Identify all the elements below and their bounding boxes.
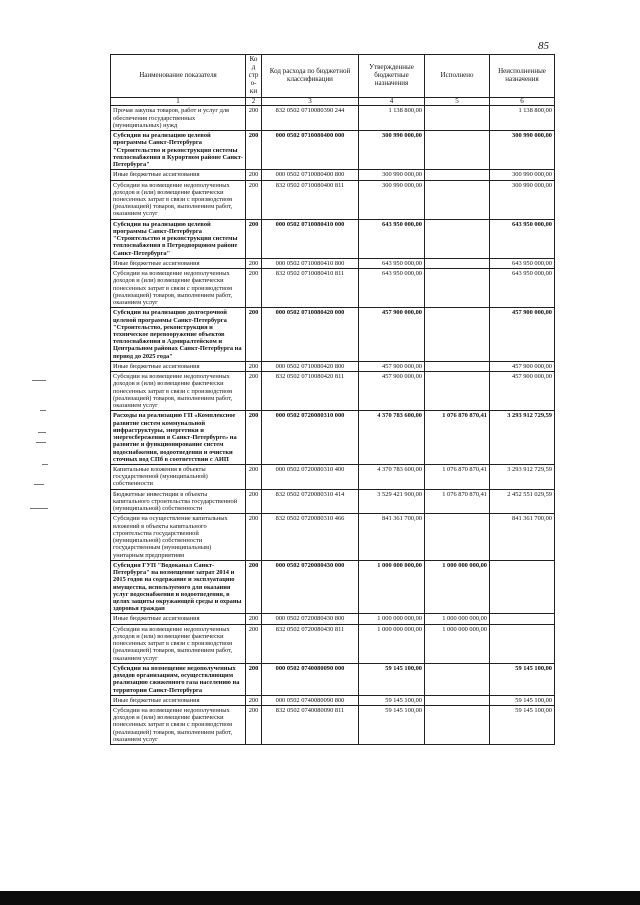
table-body <box>111 106 555 745</box>
row-approved-cell: 300 990 000,00 <box>359 131 425 170</box>
row-line-code-cell: 200 <box>246 614 262 624</box>
row-name-cell: Иные бюджетные ассигнования <box>111 258 246 268</box>
row-executed-cell <box>425 308 490 362</box>
table-row <box>111 464 555 489</box>
row-expense-code-cell: 000 0502 0720080310 000 <box>262 411 359 465</box>
budget-execution-table <box>110 54 555 745</box>
row-unexecuted-cell: 643 950 000,00 <box>490 258 555 268</box>
row-name-cell: Субсидии на возмещение недополученных доходов и (или) возмещение фактически понесенных затрат в связи с производством (реализацией) товаров, выполнением работ, оказанием услуг <box>111 180 246 219</box>
row-expense-code-cell: 000 0502 0710080410 800 <box>262 258 359 268</box>
row-line-code-cell: 200 <box>246 372 262 411</box>
page-number: 85 <box>538 40 549 52</box>
table-row <box>111 489 555 514</box>
row-approved-cell: 643 950 000,00 <box>359 258 425 268</box>
row-unexecuted-cell: 457 900 000,00 <box>490 361 555 371</box>
row-executed-cell <box>425 361 490 371</box>
row-approved-cell: 300 990 000,00 <box>359 180 425 219</box>
row-expense-code-cell: 832 0502 0710080410 811 <box>262 269 359 308</box>
row-approved-cell: 1 000 000 000,00 <box>359 560 425 614</box>
row-executed-cell: 1 000 000 000,00 <box>425 614 490 624</box>
table-row <box>111 219 555 258</box>
row-line-code-cell: 200 <box>246 695 262 705</box>
table-row <box>111 624 555 663</box>
row-approved-cell: 3 529 421 900,00 <box>359 489 425 514</box>
index-cell: 3 <box>262 97 359 106</box>
row-name-cell: Расходы на реализацию ГП «Комплексное развитие систем коммунальной инфраструктуры, энергетики и энергосбережения в Санкт-Петербурге» на развитие и функционирование систем водоснабжения, водоотведения и очистки сточных вод СПб в соответствии с АИП <box>111 411 246 465</box>
row-executed-cell <box>425 706 490 745</box>
row-executed-cell <box>425 180 490 219</box>
table-row <box>111 372 555 411</box>
row-executed-cell <box>425 258 490 268</box>
row-executed-cell: 1 076 870 870,41 <box>425 411 490 465</box>
row-expense-code-cell: 000 0502 0710080400 800 <box>262 170 359 180</box>
row-name-cell: Капитальные вложения в объекты государственной (муниципальной) собственности <box>111 464 246 489</box>
row-approved-cell: 841 361 700,00 <box>359 514 425 560</box>
row-approved-cell: 457 900 000,00 <box>359 372 425 411</box>
row-unexecuted-cell: 643 950 000,00 <box>490 219 555 258</box>
row-line-code-cell: 200 <box>246 106 262 131</box>
row-unexecuted-cell: 457 900 000,00 <box>490 372 555 411</box>
row-unexecuted-cell: 3 293 912 729,59 <box>490 464 555 489</box>
row-executed-cell: 1 000 000 000,00 <box>425 560 490 614</box>
header-name: Наименование показателя <box>111 55 246 98</box>
row-name-cell: Субсидии на осуществление капитальных вложений в объекты капитального строительства государственной (муниципальной) собственности государственным (муниципальным) унитарным предприятиям <box>111 514 246 560</box>
row-line-code-cell: 200 <box>246 663 262 695</box>
row-executed-cell <box>425 106 490 131</box>
row-executed-cell <box>425 170 490 180</box>
row-expense-code-cell: 000 0502 0740080090 800 <box>262 695 359 705</box>
table-row <box>111 269 555 308</box>
row-line-code-cell: 200 <box>246 258 262 268</box>
row-line-code-cell: 200 <box>246 624 262 663</box>
row-expense-code-cell: 832 0502 0720080310 466 <box>262 514 359 560</box>
index-cell: 6 <box>490 97 555 106</box>
row-executed-cell <box>425 514 490 560</box>
row-name-cell: Субсидии на возмещение недополученных доходов и (или) возмещение фактически понесенных затрат в связи с производством (реализацией) товаров, выполнением работ, оказанием услуг <box>111 706 246 745</box>
row-line-code-cell: 200 <box>246 219 262 258</box>
scan-bottom-edge <box>0 891 640 905</box>
row-unexecuted-cell: 300 990 000,00 <box>490 170 555 180</box>
row-expense-code-cell: 832 0502 0710080390 244 <box>262 106 359 131</box>
row-line-code-cell: 200 <box>246 706 262 745</box>
table-row <box>111 411 555 465</box>
row-executed-cell <box>425 372 490 411</box>
row-name-cell: Субсидия ГУП "Водоканал Санкт-Петербурга" на возмещение затрат 2014 и 2015 годов на содержание и эксплуатацию имущества, используемого для оказания услуг водоснабжения и водоотведения, в целях защиты окружающей среды и охраны здоровья граждан <box>111 560 246 614</box>
table-row <box>111 706 555 745</box>
row-line-code-cell: 200 <box>246 170 262 180</box>
row-name-cell: Иные бюджетные ассигнования <box>111 614 246 624</box>
row-expense-code-cell: 000 0502 0720080430 000 <box>262 560 359 614</box>
row-name-cell: Субсидии на возмещение недополученных доходов и (или) возмещение фактически понесенных затрат в связи с производством (реализацией) товаров, выполнением работ, оказанием услуг <box>111 624 246 663</box>
row-unexecuted-cell: 841 361 700,00 <box>490 514 555 560</box>
index-cell: 1 <box>111 97 246 106</box>
table-row <box>111 514 555 560</box>
row-name-cell: Субсидии на реализацию целевой программы Санкт-Петербурга "Строительство и реконструкция системы теплоснабжения в Курортном районе Санкт-Петербурга" <box>111 131 246 170</box>
row-line-code-cell: 200 <box>246 560 262 614</box>
table-header-row <box>111 55 555 98</box>
row-approved-cell: 4 370 783 600,00 <box>359 411 425 465</box>
row-name-cell: Прочая закупка товаров, работ и услуг для обеспечения государственных (муниципальных) нужд <box>111 106 246 131</box>
table-row <box>111 258 555 268</box>
row-line-code-cell: 200 <box>246 411 262 465</box>
row-unexecuted-cell: 59 145 100,00 <box>490 706 555 745</box>
row-approved-cell: 4 370 783 600,00 <box>359 464 425 489</box>
index-cell: 4 <box>359 97 425 106</box>
row-expense-code-cell: 000 0502 0710080410 000 <box>262 219 359 258</box>
row-name-cell: Субсидии на возмещение недополученных доходов и (или) возмещение фактически понесенных затрат в связи с производством (реализацией) товаров, выполнением работ, оказанием услуг <box>111 372 246 411</box>
header-unexecuted: Неисполненные назначения <box>490 55 555 98</box>
table-row <box>111 614 555 624</box>
row-unexecuted-cell: 59 145 100,00 <box>490 663 555 695</box>
row-unexecuted-cell: 643 950 000,00 <box>490 269 555 308</box>
row-unexecuted-cell <box>490 624 555 663</box>
row-approved-cell: 1 000 000 000,00 <box>359 624 425 663</box>
row-name-cell: Иные бюджетные ассигнования <box>111 695 246 705</box>
row-expense-code-cell: 832 0502 0710080420 811 <box>262 372 359 411</box>
row-name-cell: Бюджетные инвестиции в объекты капитального строительства государственной (муниципальной) собственности <box>111 489 246 514</box>
header-approved: Утвержденные бюджетные назначения <box>359 55 425 98</box>
row-line-code-cell: 200 <box>246 514 262 560</box>
row-line-code-cell: 200 <box>246 308 262 362</box>
table-row <box>111 170 555 180</box>
table-row <box>111 308 555 362</box>
row-approved-cell: 300 990 000,00 <box>359 170 425 180</box>
row-line-code-cell: 200 <box>246 131 262 170</box>
row-executed-cell: 1 000 000 000,00 <box>425 624 490 663</box>
row-unexecuted-cell: 457 900 000,00 <box>490 308 555 362</box>
row-unexecuted-cell: 300 990 000,00 <box>490 131 555 170</box>
table-row <box>111 695 555 705</box>
row-name-cell: Субсидии на реализацию долгосрочной целевой программы Санкт-Петербурга "Строительство, реконструкция и техническое перевооружение объектов теплоснабжения в Адмиралтейском и Центральном районах Санкт-Петербурга на период до 2025 года" <box>111 308 246 362</box>
row-expense-code-cell: 832 0502 0740080090 811 <box>262 706 359 745</box>
row-unexecuted-cell <box>490 614 555 624</box>
row-expense-code-cell: 000 0502 0710080420 800 <box>262 361 359 371</box>
table-row <box>111 560 555 614</box>
column-index-row <box>111 97 555 106</box>
row-approved-cell: 59 145 100,00 <box>359 663 425 695</box>
table-row <box>111 663 555 695</box>
row-executed-cell <box>425 663 490 695</box>
row-executed-cell <box>425 269 490 308</box>
row-executed-cell <box>425 219 490 258</box>
row-unexecuted-cell: 300 990 000,00 <box>490 180 555 219</box>
row-expense-code-cell: 832 0502 0710080400 811 <box>262 180 359 219</box>
row-expense-code-cell: 000 0502 0720080310 400 <box>262 464 359 489</box>
row-expense-code-cell: 000 0502 0710080420 000 <box>262 308 359 362</box>
row-executed-cell: 1 076 870 870,41 <box>425 489 490 514</box>
row-expense-code-cell: 000 0502 0720080430 800 <box>262 614 359 624</box>
row-unexecuted-cell <box>490 560 555 614</box>
row-unexecuted-cell: 1 138 800,00 <box>490 106 555 131</box>
row-name-cell: Субсидии на возмещение недополученных доходов и (или) возмещение фактически понесенных затрат в связи с производством (реализацией) товаров, выполнением работ, оказанием услуг <box>111 269 246 308</box>
row-approved-cell: 643 950 000,00 <box>359 219 425 258</box>
row-approved-cell: 59 145 100,00 <box>359 695 425 705</box>
row-unexecuted-cell: 59 145 100,00 <box>490 695 555 705</box>
row-approved-cell: 457 900 000,00 <box>359 361 425 371</box>
row-approved-cell: 59 145 100,00 <box>359 706 425 745</box>
row-executed-cell <box>425 131 490 170</box>
row-executed-cell <box>425 695 490 705</box>
index-cell: 2 <box>246 97 262 106</box>
row-expense-code-cell: 000 0502 0710080400 000 <box>262 131 359 170</box>
row-approved-cell: 643 950 000,00 <box>359 269 425 308</box>
row-approved-cell: 457 900 000,00 <box>359 308 425 362</box>
table-row <box>111 361 555 371</box>
row-name-cell: Субсидии на возмещение недополученных доходов организациям, осуществляющим реализацию сжиженного газа населению на территории Санкт-Петербурга <box>111 663 246 695</box>
row-approved-cell: 1 000 000 000,00 <box>359 614 425 624</box>
row-line-code-cell: 200 <box>246 180 262 219</box>
row-unexecuted-cell: 2 452 551 029,59 <box>490 489 555 514</box>
row-executed-cell: 1 076 870 870,41 <box>425 464 490 489</box>
row-line-code-cell: 200 <box>246 489 262 514</box>
row-line-code-cell: 200 <box>246 361 262 371</box>
row-line-code-cell: 200 <box>246 269 262 308</box>
header-expense-code: Код расхода по бюджетной классификации <box>262 55 359 98</box>
table-row <box>111 180 555 219</box>
table-row <box>111 106 555 131</box>
row-name-cell: Иные бюджетные ассигнования <box>111 361 246 371</box>
table-row <box>111 131 555 170</box>
row-name-cell: Субсидии на реализацию целевой программы Санкт-Петербурга "Строительство и реконструкция системы теплоснабжения в Петродворцовом районе Санкт-Петербурга" <box>111 219 246 258</box>
row-expense-code-cell: 000 0502 0740080090 000 <box>262 663 359 695</box>
header-line-code: Код стро-ки <box>246 55 262 98</box>
header-executed: Исполнено <box>425 55 490 98</box>
row-unexecuted-cell: 3 293 912 729,59 <box>490 411 555 465</box>
row-line-code-cell: 200 <box>246 464 262 489</box>
row-name-cell: Иные бюджетные ассигнования <box>111 170 246 180</box>
row-expense-code-cell: 832 0502 0720080430 811 <box>262 624 359 663</box>
row-expense-code-cell: 832 0502 0720080310 414 <box>262 489 359 514</box>
index-cell: 5 <box>425 97 490 106</box>
row-approved-cell: 1 138 800,00 <box>359 106 425 131</box>
margin-scan-marks <box>26 380 56 520</box>
